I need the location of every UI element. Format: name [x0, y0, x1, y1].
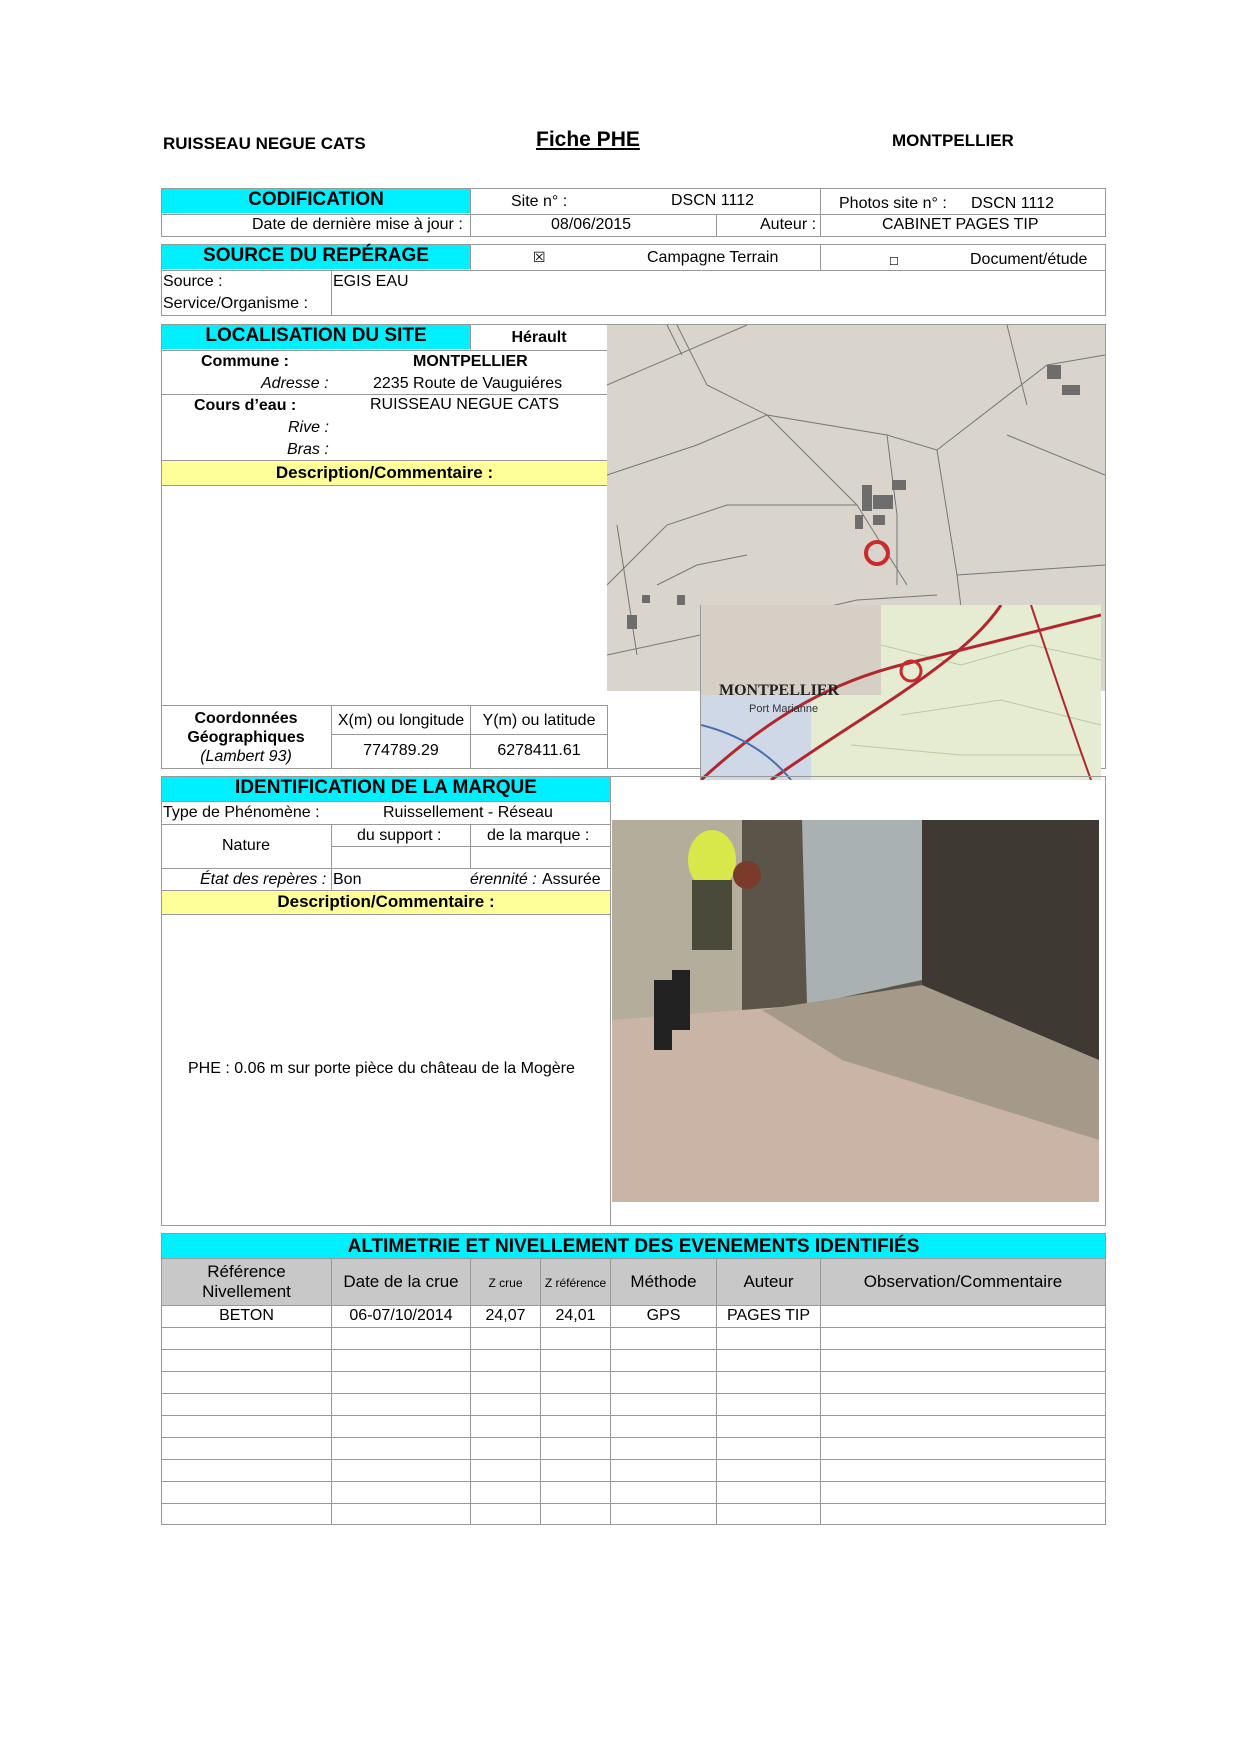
identification-heading: IDENTIFICATION DE LA MARQUE: [235, 777, 537, 798]
mark-description-text: PHE : 0.06 m sur porte pièce du château de la Mogère: [188, 1060, 575, 1077]
site-number-label: Site n° :: [511, 193, 568, 210]
localisation-heading: LOCALISATION DU SITE: [205, 325, 427, 346]
col-reference-line2: Nivellement: [202, 1282, 291, 1301]
mark-label: de la marque :: [487, 827, 590, 844]
y-coord-value: 6278411.61: [497, 742, 581, 759]
river-value: RUISSEAU NEGUE CATS: [370, 396, 560, 413]
update-date-label: Date de dernière mise à jour :: [252, 216, 463, 233]
arm-label: Bras :: [287, 441, 329, 458]
document-label: Document/étude: [970, 251, 1088, 268]
coords-label-line3: (Lambert 93): [200, 748, 292, 765]
site-number-value: DSCN 1112: [671, 192, 754, 209]
cell-z-crue: 24,07: [485, 1307, 526, 1324]
x-coord-label: X(m) ou longitude: [337, 712, 465, 729]
department-value: Hérault: [511, 329, 567, 346]
river-label: Cours d’eau :: [194, 397, 297, 414]
col-observation: Observation/Commentaire: [863, 1272, 1063, 1291]
col-date: Date de la crue: [343, 1272, 459, 1291]
cell-reference: BETON: [219, 1307, 274, 1324]
cell-date: 06-07/10/2014: [349, 1307, 453, 1324]
col-z-crue: Z crue: [488, 1276, 523, 1290]
campaign-checkbox[interactable]: ☒: [533, 249, 546, 265]
state-value: Bon: [333, 871, 362, 888]
update-date-value: 08/06/2015: [551, 216, 632, 233]
perennity-label: érennité :: [470, 871, 537, 888]
service-value: EGIS EAU: [333, 273, 409, 290]
cell-method: GPS: [646, 1307, 681, 1324]
altimetry-heading: ALTIMETRIE ET NIVELLEMENT DES EVENEMENTS IDENTIFIÉS: [347, 1236, 920, 1257]
document-checkbox[interactable]: ☐: [889, 256, 899, 268]
cell-author: PAGES TIP: [727, 1307, 810, 1324]
coords-label-line1: Coordonnées: [194, 710, 298, 727]
source-heading: SOURCE DU REPÉRAGE: [203, 245, 429, 266]
phenomenon-label: Type de Phénomène :: [163, 804, 320, 821]
commune-label: Commune :: [201, 353, 289, 370]
loc-description-heading: Description/Commentaire :: [275, 463, 494, 482]
photos-number-label: Photos site n° :: [839, 195, 947, 212]
topographic-map: [700, 605, 1101, 780]
col-reference-line1: Référence: [207, 1262, 286, 1281]
commune-value: MONTPELLIER: [413, 353, 528, 370]
col-method: Méthode: [630, 1272, 697, 1291]
city-header: MONTPELLIER: [892, 131, 1014, 150]
support-label: du support :: [357, 827, 442, 844]
topo-map-city-label: MONTPELLIER: [719, 682, 840, 699]
topo-map-district-label: Port Marianne: [749, 703, 819, 715]
phenomenon-value: Ruissellement - Réseau: [383, 804, 553, 821]
col-z-reference: Z référence: [544, 1276, 607, 1290]
address-value: 2235 Route de Vauguiéres: [373, 375, 563, 392]
photos-number-value: DSCN 1112: [971, 195, 1054, 212]
address-label: Adresse :: [261, 375, 329, 392]
cell-z-reference: 24,01: [555, 1307, 596, 1324]
perennity-value: Assurée: [542, 871, 601, 888]
campaign-label: Campagne Terrain: [647, 249, 779, 266]
service-label: Service/Organisme :: [163, 295, 308, 312]
site-photo-drawing: [612, 820, 1099, 1202]
author-label: Auteur :: [760, 216, 817, 233]
page-title: Fiche PHE: [536, 128, 640, 151]
site-photo: [612, 820, 1099, 1202]
nature-label: Nature: [221, 837, 271, 854]
col-author: Auteur: [743, 1272, 794, 1291]
state-label: État des repères :: [200, 871, 327, 888]
y-coord-label: Y(m) ou latitude: [482, 712, 596, 729]
bank-label: Rive :: [288, 419, 329, 436]
coords-label-line2: Géographiques: [187, 729, 305, 746]
source-label: Source :: [163, 273, 223, 290]
river-name-header: RUISSEAU NEGUE CATS: [163, 134, 366, 153]
codification-heading: CODIFICATION: [248, 189, 384, 210]
author-value: CABINET PAGES TIP: [882, 216, 1039, 233]
x-coord-value: 774789.29: [363, 742, 439, 759]
id-description-heading: Description/Commentaire :: [277, 892, 495, 911]
